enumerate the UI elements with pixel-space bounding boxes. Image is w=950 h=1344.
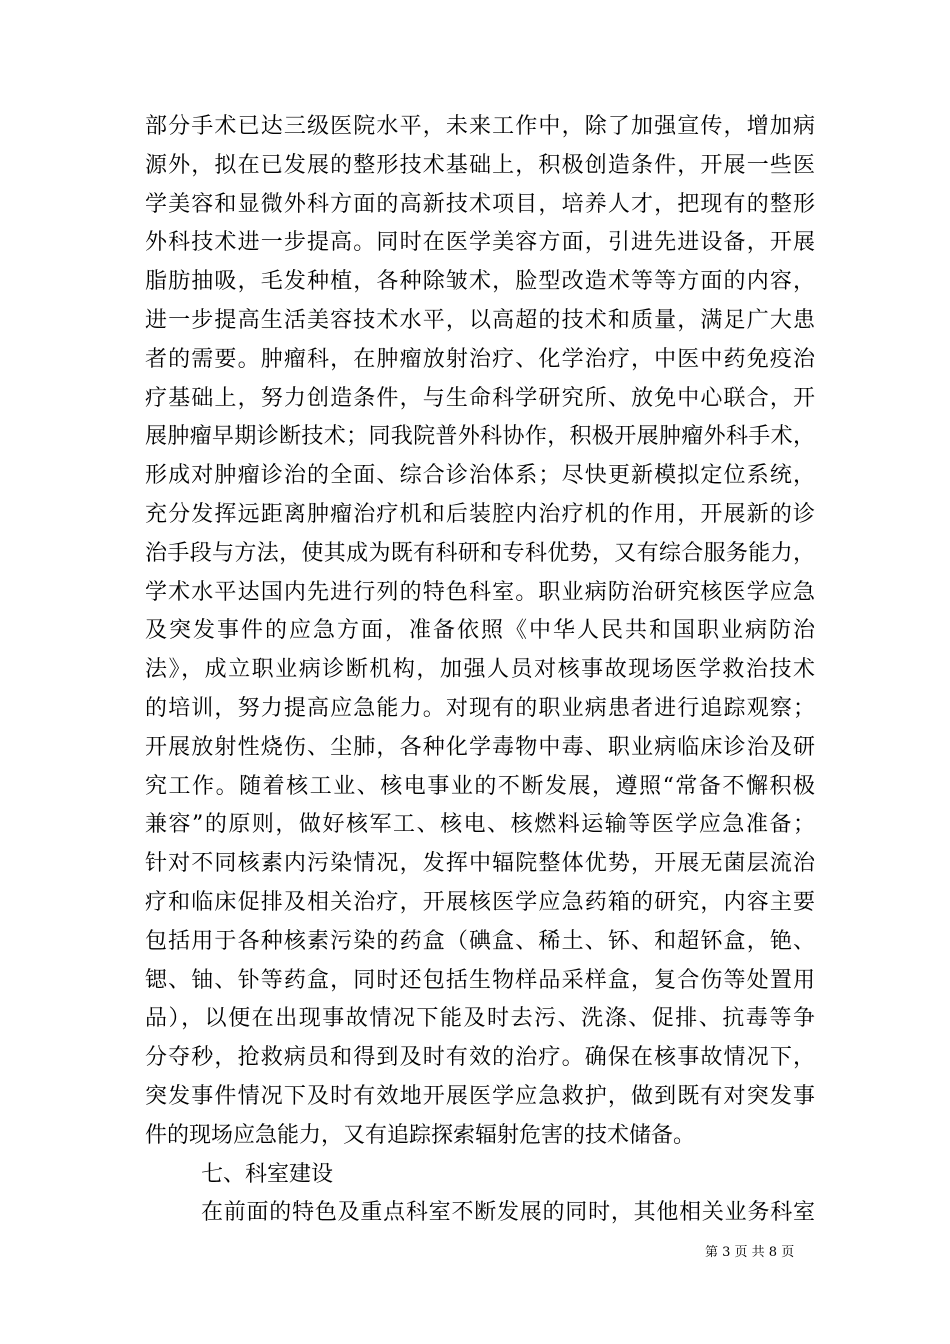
text-line: 兼容”的原则，做好核军工、核电、核燃料运输等医学应急准备；: [145, 812, 815, 838]
text-line: 进一步提高生活美容技术水平，以高超的技术和质量，满足广大患: [145, 307, 815, 333]
text-line: 包括用于各种核素污染的药盒（碘盒、稀土、钚、和超钚盒，铯、: [145, 928, 815, 954]
text-line: 分夺秒，抢救病员和得到及时有效的治疗。确保在核事故情况下，: [145, 1045, 815, 1071]
text-line: 及突发事件的应急方面，准备依照《中华人民共和国职业病防治: [145, 618, 815, 644]
text-line: 疗基础上，努力创造条件，与生命科学研究所、放免中心联合，开: [145, 385, 815, 411]
text-line: 者的需要。肿瘤科，在肿瘤放射治疗、化学治疗，中医中药免疫治: [145, 346, 815, 372]
paragraph-first-line: 在前面的特色及重点科室不断发展的同时，其他相关业务科室: [201, 1200, 815, 1226]
text-line: 治手段与方法，使其成为既有科研和专科优势，又有综合服务能力，: [145, 540, 815, 566]
text-line: 究工作。随着核工业、核电事业的不断发展，遵照“常备不懈积极: [145, 773, 815, 799]
text-line: 学美容和显微外科方面的高新技术项目，培养人才，把现有的整形: [145, 191, 815, 217]
text-line: 疗和临床促排及相关治疗，开展核医学应急药箱的研究，内容主要: [145, 889, 815, 915]
section-heading: 七、科室建设: [201, 1161, 334, 1187]
text-line: 针对不同核素内污染情况，发挥中辐院整体优势，开展无菌层流治: [145, 851, 815, 877]
text-line: 锶、铀、钋等药盒，同时还包括生物样品采样盒，复合伤等处置用: [145, 967, 815, 993]
text-line: 开展放射性烧伤、尘肺，各种化学毒物中毒、职业病临床诊治及研: [145, 734, 815, 760]
text-line: 学术水平达国内先进行列的特色科室。职业病防治研究核医学应急: [145, 579, 815, 605]
text-line: 部分手术已达三级医院水平，未来工作中，除了加强宣传，增加病: [145, 114, 815, 139]
page-number: 第 3 页 共 8 页: [705, 1245, 795, 1260]
body-text: [145, 108, 815, 1233]
text-line: 充分发挥远距离肿瘤治疗机和后装腔内治疗机的作用，开展新的诊: [145, 501, 815, 527]
text-line: 源外，拟在已发展的整形技术基础上，积极创造条件，开展一些医: [145, 152, 815, 178]
text-line: 的培训，努力提高应急能力。对现有的职业病患者进行追踪观察；: [145, 695, 815, 721]
text-line: 形成对肿瘤诊治的全面、综合诊治体系；尽快更新模拟定位系统，: [145, 463, 815, 489]
text-line: 品），以便在出现事故情况下能及时去污、洗涤、促排、抗毒等争: [145, 1006, 815, 1032]
text-line: 展肿瘤早期诊断技术；同我院普外科协作，积极开展肿瘤外科手术，: [145, 424, 815, 450]
text-line: 突发事件情况下及时有效地开展医学应急救护，做到既有对突发事: [145, 1083, 815, 1109]
text-line: 法》，成立职业病诊断机构，加强人员对核事故现场医学救治技术: [145, 657, 815, 683]
text-line: 脂肪抽吸，毛发种植，各种除皱术，脸型改造术等等方面的内容，: [145, 269, 815, 295]
text-line: 件的现场应急能力，又有追踪探索辐射危害的技术储备。: [145, 1122, 696, 1148]
text-line: 外科技术进一步提高。同时在医学美容方面，引进先进设备，开展: [145, 230, 815, 256]
